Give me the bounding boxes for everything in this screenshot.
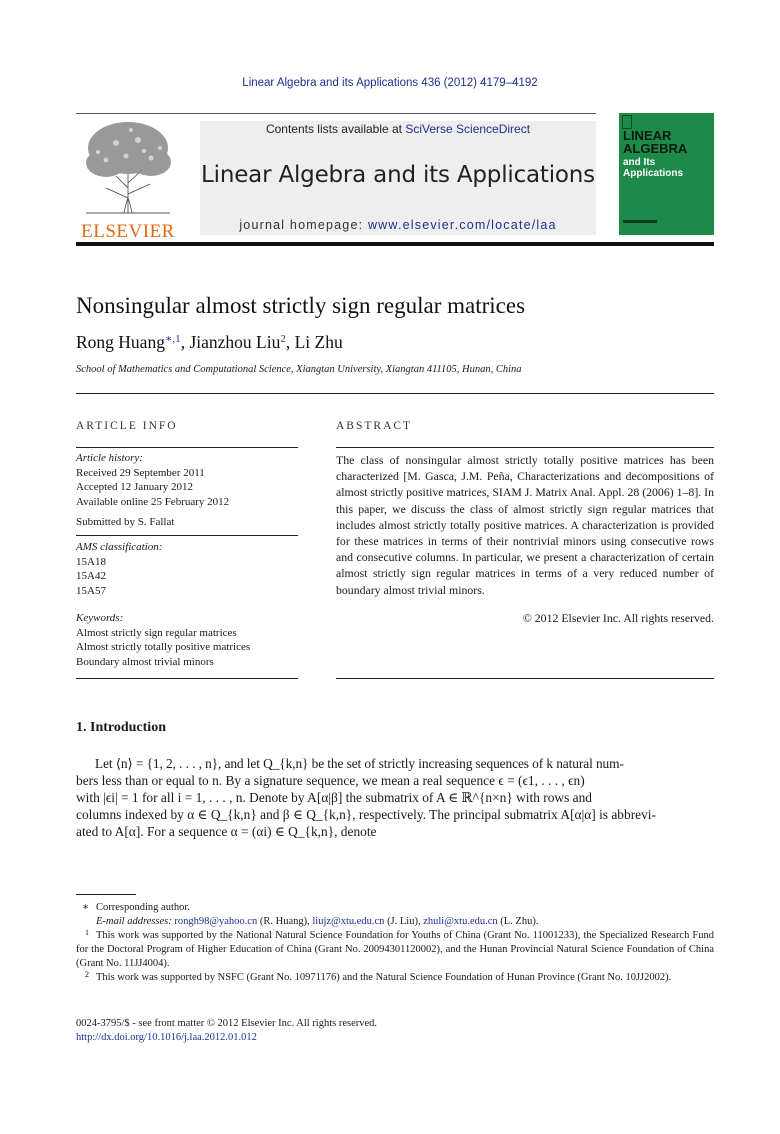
keywords-label: Keywords: (76, 612, 124, 624)
ams-code: 15A57 (76, 584, 106, 597)
masthead-top-rule (76, 113, 596, 114)
section-heading: 1. Introduction (76, 720, 166, 735)
footnote-1-mark: 1 (85, 928, 89, 937)
journal-citation[interactable]: Linear Algebra and its Applications 436 (2012) 4179–4192 (242, 77, 538, 89)
author-list: Rong Huang$^{∗,1}$, Jianzhou Liu$^2$, Li Zhu (76, 332, 343, 352)
cover-title: LINEAR ALGEBRA (623, 128, 688, 156)
homepage-link[interactable]: www.elsevier.com/locate/laa (367, 218, 557, 232)
publisher-name: ELSEVIER (81, 221, 175, 242)
masthead-banner (200, 121, 596, 235)
cover-emblem-icon (622, 115, 632, 129)
elsevier-logo[interactable] (76, 118, 180, 242)
ams-code: 15A18 (76, 555, 106, 568)
homepage-line (200, 218, 596, 232)
abstract-rule-top (336, 447, 714, 448)
keywords (76, 611, 298, 669)
journal-title: Linear Algebra and its Applications (201, 162, 595, 188)
ams-code: 15A42 (76, 570, 106, 582)
email-link[interactable]: liujz@xtu.edu.cn (312, 916, 385, 927)
keyword: Almost strictly sign regular matrices (76, 626, 237, 639)
contents-prefix: Contents lists available at (265, 122, 406, 136)
intro-line: with |ϵi| = 1 for all i = 1, . . . , n. Denote by A[α|β] the submatrix of A ∈ ℝ^{n×n} with rows and (76, 790, 592, 805)
submitted-by: Submitted by S. Fallat (76, 516, 175, 528)
info-rule-1 (76, 447, 298, 448)
affiliation: School of Mathematics and Computational Science, Xiangtan University, Xiangtan 411105, Hunan, China (76, 364, 522, 375)
info-rule-2 (76, 535, 298, 536)
keyword: Almost strictly totally positive matrices (76, 641, 251, 653)
history-label: Article history: (76, 452, 143, 464)
footnote-2-mark: 2 (85, 970, 89, 979)
email-link[interactable]: zhuli@xtu.edu.cn (423, 916, 498, 927)
author-footnote-mark[interactable]: 2 (280, 333, 286, 345)
author-footnote-mark[interactable]: ∗,1 (164, 333, 181, 345)
footnote-star-mark: ∗ (82, 902, 90, 913)
article-title: Nonsingular almost strictly sign regular matrices (76, 293, 526, 318)
contents-line (200, 122, 596, 136)
received-date: Received 29 September 2011 (76, 466, 205, 479)
abstract-rule-bottom (336, 678, 714, 679)
footnote-1: 1 This work was supported by the National Natural Science Foundation for Youths of China (Grant No. 11001233), the Specialized Research Fund for the Doctoral Program of Higher Education of China (Grant No. 20094301120002), and the Hunan Provincial Natural Science Foundation of China (Grant No. 11JJ4004). (76, 929, 714, 971)
homepage-prefix: journal homepage: (239, 218, 368, 232)
article-history (76, 451, 298, 530)
abstract-heading: ABSTRACT (336, 420, 413, 432)
affiliation-rule (76, 393, 714, 394)
author-name: Li Zhu (294, 332, 343, 352)
ams-label: AMS classification: (76, 541, 163, 553)
intro-paragraph (76, 755, 714, 840)
footnote-corresponding: ∗ Corresponding author. (82, 902, 190, 913)
elsevier-tree-icon (76, 118, 180, 216)
intro-line: columns indexed by α ∈ Q_{k,n} and β ∈ Q_{k,n}, respectively. The principal submatrix A[α|α] is abbrevi- (76, 807, 656, 822)
doi-link[interactable]: http://dx.doi.org/10.1016/j.laa.2012.01.012 (76, 1032, 257, 1043)
info-rule-3 (76, 678, 298, 679)
footnotes (76, 901, 714, 985)
author-name: Rong Huang (76, 332, 165, 352)
author-name: Jianzhou Liu (189, 332, 281, 352)
intro-line: ated to A[α]. For a sequence α = (αi) ∈ Q_{k,n}, denote (76, 824, 377, 839)
article-info-heading: ARTICLE INFO (76, 420, 178, 432)
cover-subtitle: and Its Applications (623, 157, 684, 179)
intro-line: bers less than or equal to n. By a signature sequence, we mean a real sequence ϵ = (ϵ1, . . . , ϵn) (76, 773, 585, 788)
ams-classification (76, 540, 298, 598)
abstract-copyright: © 2012 Elsevier Inc. All rights reserved. (522, 611, 714, 625)
sciencedirect-link[interactable]: SciVerse ScienceDirect (405, 122, 531, 136)
masthead-bottom-rule (76, 242, 714, 246)
journal-cover[interactable] (619, 113, 714, 235)
email-label: E-mail addresses: (96, 916, 175, 927)
online-date: Available online 25 February 2012 (76, 495, 230, 508)
intro-line: Let ⟨n⟩ = {1, 2, . . . , n}, and let Q_{k,n} be the set of strictly increasing sequences of k natural num- (95, 756, 624, 771)
footnote-emails: E-mail addresses: rongh98@yahoo.cn (R. Huang), liujz@xtu.edu.cn (J. Liu), zhuli@xtu.edu.cn (L. Zhu). (96, 916, 539, 927)
issn-line: 0024-3795/$ - see front matter © 2012 Elsevier Inc. All rights reserved. (76, 1018, 378, 1029)
cover-footer-bar (623, 220, 657, 223)
accepted-date: Accepted 12 January 2012 (76, 481, 193, 493)
footnote-2: 2 This work was supported by NSFC (Grant No. 10971176) and the Natural Science Foundation of Hunan Province (Grant No. 10JJ2002). (76, 971, 714, 985)
abstract-text: The class of nonsingular almost strictly totally positive matrices has been characterized [M. Gasca, J.M. Peña, Characterizations and decompositions of almost strictly positive matrices, SIAM J. Matrix Anal. Appl. 28 (2006) 1–8]. In this paper, we discuss the class of almost strictly sign regular matrices that includes almost strictly totally positive matrices. A characterization is provided for these matrices in terms of their nontrivial minors using consecutive rows and consecutive columns. In particular, we present a characterization of certain almost strictly sign regular matrices in terms of a very reduced number of boundary almost trivial minors. (336, 453, 714, 597)
email-link[interactable]: rongh98@yahoo.cn (174, 916, 258, 927)
keyword: Boundary almost trivial minors (76, 655, 214, 668)
footnote-rule (76, 894, 136, 895)
